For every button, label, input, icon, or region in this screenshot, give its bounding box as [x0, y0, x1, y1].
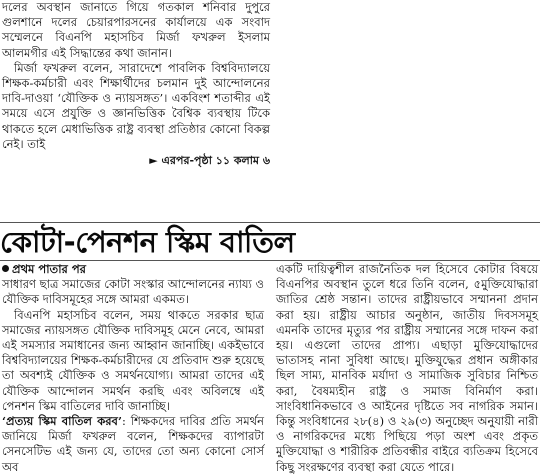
subhead: ‘প্রত্যয় স্কিম বাতিল করব’: [2, 414, 122, 429]
bullet-icon: [2, 265, 9, 272]
section-divider: [0, 222, 540, 223]
top-article-column: [2, 0, 270, 168]
paragraph: মির্জা ফখরুল বলেন, সারাদেশে পাবলিক বিশ্ববিদ্যালয়ে শিক্ষক-কর্মচারী এবং শিক্ষার্থীদের চলমান দুই আন্দোলনের দাবি-দাওয়া ‘যৌক্তিক ও ন্যায়সঙ্গত’। একবিংশ শতাব্দীর এই সময়ে এসে প্রযুক্তি ও জ্ঞানভিত্তিক বৈশ্বিক ব্যবস্থায় টিকে থাকতে হলে মেধাভিত্তিক রাষ্ট্র ব্যবস্থা প্রতিষ্ঠার কোনো বিকল্প নেই। তাই: [2, 60, 270, 151]
subhead-text: : শিক্ষকদের দাবির প্রতি সমর্থন জানিয়ে মির্জা ফখরুল বলেন, শিক্ষকদের ব্যাপারটা সেনসেটিভ এই জন্য যে, তাদের তো অন্য কোনো সোর্স অব: [2, 414, 264, 474]
paragraph: দলের অবস্থান জানাতে গিয়ে গতকাল শনিবার দুপুরে গুলশানে দলের চেয়ারপারসনের কার্যালয়ে এক সংবাদ সম্মেলনে বিএনপি মহাসচিব মির্জা ফখরুল ইসলাম আলমগীর এই সিদ্ধান্তের কথা জানান।: [2, 0, 270, 60]
continued-marker: [2, 262, 264, 277]
section-divider: [0, 260, 540, 261]
paragraph: বিএনপি মহাসচিব বলেন, সময় থাকতে সরকার ছাত্র সমাজের ন্যায়সঙ্গত যৌক্তিক দাবিসমূহ মেনে নেবে, আমরা এই সমস্যার সমাধানের জন্য আহ্বান জানাচ্ছি। একইভাবে বিশ্ববিদ্যালয়ের শিক্ষক-কর্মচারীদের যে প্রতিবাদ শুরু হয়েছে তা অবশ্যই যৌক্তিক ও সমর্থনযোগ্য। আমরা তাদের এই যৌক্তিক আন্দোলন সমর্থন করছি এবং অবিলম্বে এই পেনশন স্কিম বাতিলের দাবি জানাচ্ছি।: [2, 307, 264, 413]
subhead-paragraph: [2, 414, 264, 475]
left-article-column: [2, 262, 264, 475]
paragraph: সাধারণ ছাত্র সমাজের কোটা সংস্কার আন্দোলনের ন্যায্য ও যৌক্তিক দাবিসমূহের সঙ্গে আমরা একমত।: [2, 277, 264, 307]
paragraph: একটি দায়িত্বশীল রাজনৈতিক দল হিসেবে কোটার বিষয়ে বিএনপির অবস্থান তুলে ধরে তিনি বলেন, ৫মুক্তিযোদ্ধারা জাতির শ্রেষ্ঠ সন্তান। তাদের রাষ্ট্রীয়ভাবে সম্মাননা প্রদান করা হয়। রাষ্ট্রীয় আচার অনুষ্ঠান, জাতীয় দিবসসমূহ এমনকি তাদের মৃত্যুর পর রাষ্ট্রীয় সম্মানের সঙ্গে দাফন করা হয়। এগুলো তাদের প্রাপ্য। এছাড়া মুক্তিযোদ্ধাদের ভাতাসহ নানা সুবিধা আছে। মুক্তিযুদ্ধের প্রধান অঙ্গীকার ছিল সাম্য, মানবিক মর্যাদা ও সামাজিক সুবিচার নিশ্চিত করা, বৈষম্যহীন রাষ্ট্র ও সমাজ বিনির্মাণ করা। সাংবিধানিকভাবে ও আইনের দৃষ্টিতে সব নাগরিক সমান। কিন্তু সংবিধানের ২৮(৪) ও ২৯(৩) অনুচ্ছেদ অনুযায়ী নারী ও নাগরিকদের মধ্যে পিছিয়ে পড়া অংশ এবং প্রকৃত মুক্তিযোদ্ধা ও শারীরিক প্রতিবন্ধীর বাইরে ব্যতিক্রম হিসেবে কিছু সংরক্ষণের ব্যবস্থা করা যেতে পারে।: [276, 262, 538, 474]
article-headline: কোটা-পেনশন স্কিম বাতিল: [0, 225, 295, 259]
continued-label: প্রথম পাতার পর: [12, 262, 86, 276]
continuation-jump: ► এরপর-পৃষ্ঠা ১১ কলাম ৬: [149, 154, 270, 168]
right-article-column: [276, 262, 538, 475]
